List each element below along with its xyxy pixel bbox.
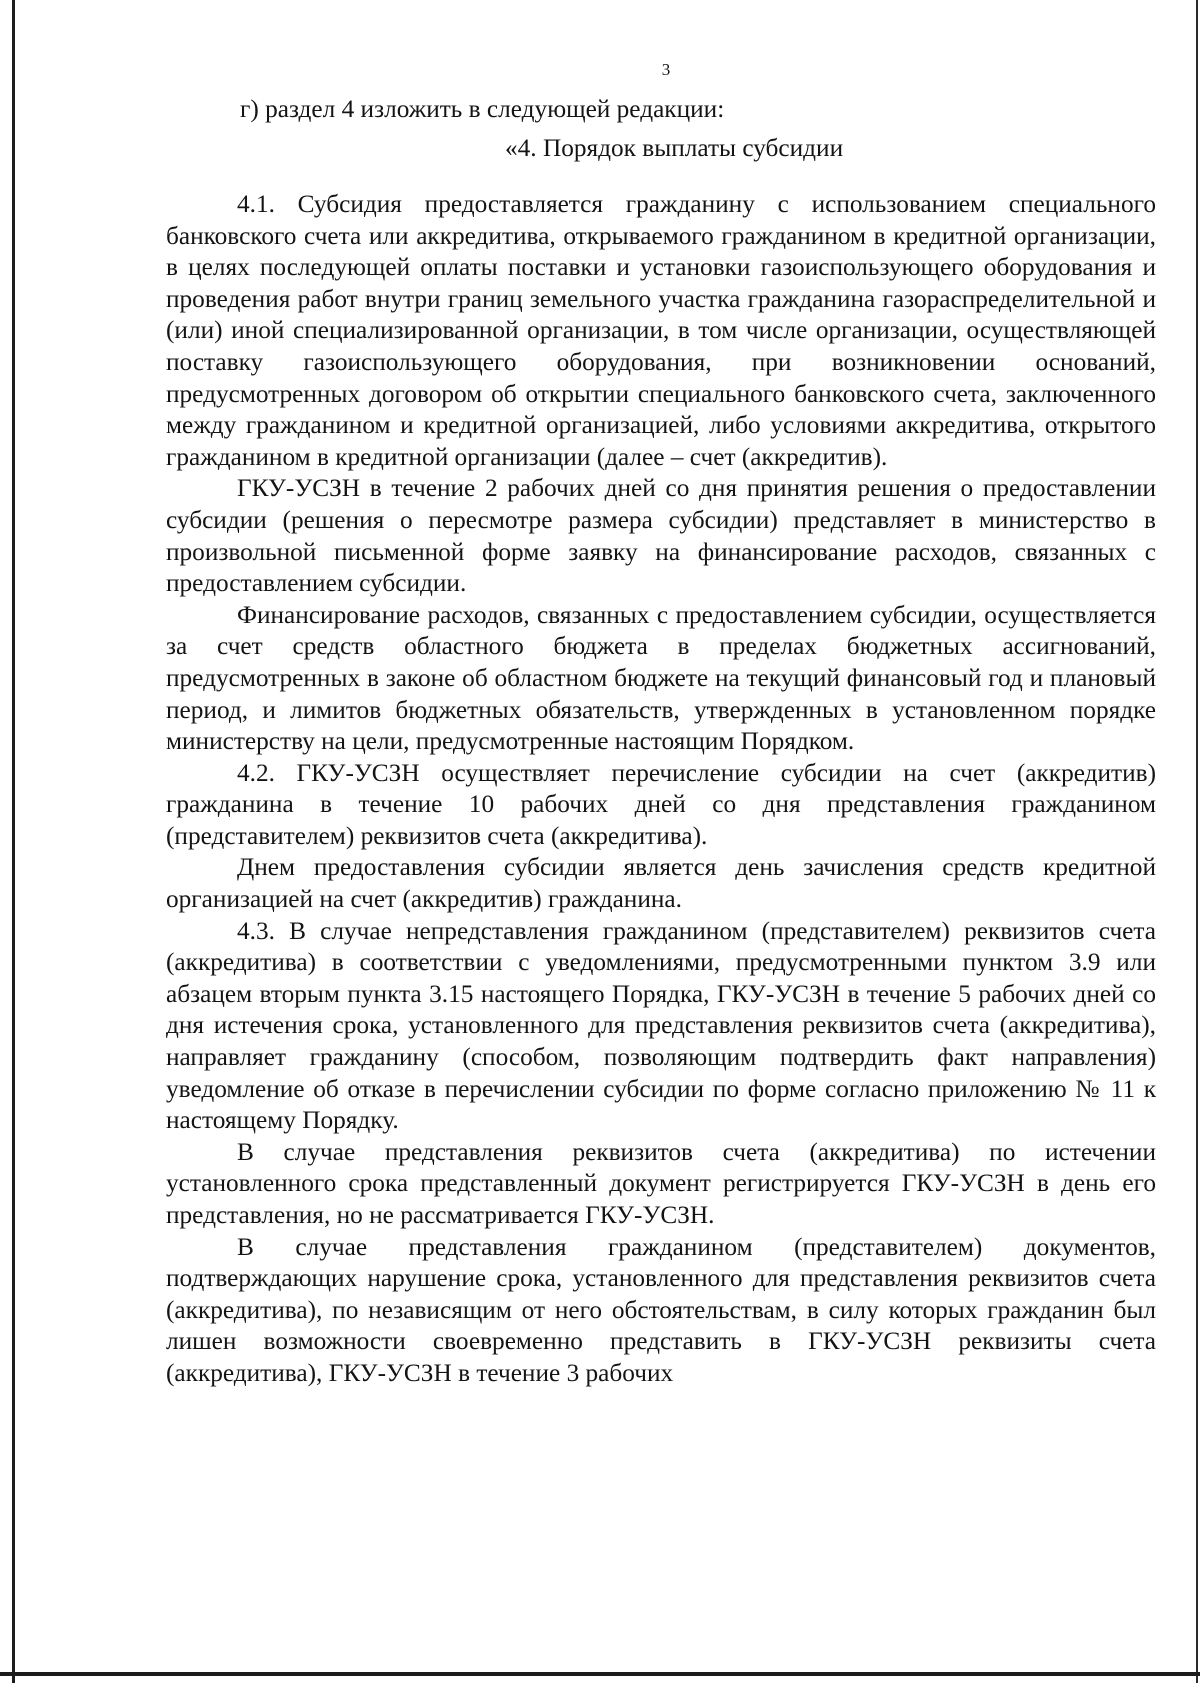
scan-border-right	[1196, 0, 1198, 1683]
paragraph: 4.3. В случае непредставления гражданином (представителем) реквизитов счета (аккредитива) в соответствии с уведомлениями, предусмотренными пунктом 3.9 или абзацем вторым пункта 3.15 настоящего Порядка, ГКУ-УСЗН в течение 5 рабочих дней со дня истечения срока, установленного для представления реквизитов счета (аккредитива), направляет гражданину (способом, позволяющим подтвердить факт направления) уведомление об отказе в перечислении субсидии по форме согласно приложению № 11 к настоящему Порядку.	[166, 916, 1156, 1135]
paragraph: Днем предоставления субсидии является день зачисления средств кредитной организацией на счет (аккредитив) гражданина.	[166, 853, 1156, 914]
paragraph: ГКУ-УСЗН в течение 2 рабочих дней со дня принятия решения о предоставлении субсидии (решения о пересмотре размера субсидии) представляет в министерство в произвольной письменной форме заявку на финансирование расходов, связанных с предоставлением субсидии.	[166, 474, 1156, 598]
paragraph: В случае представления реквизитов счета (аккредитива) по истечении установленного срока представленный документ регистрируется ГКУ-УСЗН в день его представления, но не рассматривается ГКУ-УСЗН.	[166, 1137, 1156, 1229]
paragraph: 4.1. Субсидия предоставляется гражданину с использованием специального банковского счета или аккредитива, открываемого гражданином в кредитной организации, в целях последующей оплаты поставки и установки газоиспользующего оборудования и проведения работ внутри границ земельного участка гражданина газораспределительной и (или) иной специализированной организации, в том числе организации, осуществляющей поставку газоиспользующего оборудования, при возникновении оснований, предусмотренных договором об открытии специального банковского счета, заключенного между гражданином и кредитной организацией, либо условиями аккредитива, открытого гражданином в кредитной организации (далее – счет (аккредитив).	[166, 190, 1156, 471]
page-number: 3	[661, 60, 671, 79]
amendment-intro: г) раздел 4 изложить в следующей редакции:	[240, 95, 725, 123]
document-body	[166, 189, 1156, 1390]
paragraph: В случае представления гражданином (представителем) документов, подтверждающих нарушение срока, установленного для представления реквизитов счета (аккредитива), по независящим от него обстоятельствам, в силу которых гражданин был лишен возможности своевременно представить в ГКУ-УСЗН реквизиты счета (аккредитива), ГКУ-УСЗН в течение 3 рабочих	[166, 1232, 1156, 1387]
paragraph: 4.2. ГКУ-УСЗН осуществляет перечисление субсидии на счет (аккредитив) гражданина в течение 10 рабочих дней со дня представления гражданином (представителем) реквизитов счета (аккредитива).	[166, 758, 1156, 850]
section-title: «4. Порядок выплаты субсидии	[505, 134, 844, 162]
scan-border-left	[12, 0, 15, 1683]
scan-border-bottom	[0, 1672, 1200, 1676]
paragraph: Финансирование расходов, связанных с предоставлением субсидии, осуществляется за счет средств областного бюджета в пределах бюджетных ассигнований, предусмотренных в законе об областном бюджете на текущий финансовый год и плановый период, и лимитов бюджетных обязательств, утвержденных в установленном порядке министерству на цели, предусмотренные настоящим Порядком.	[166, 600, 1156, 756]
